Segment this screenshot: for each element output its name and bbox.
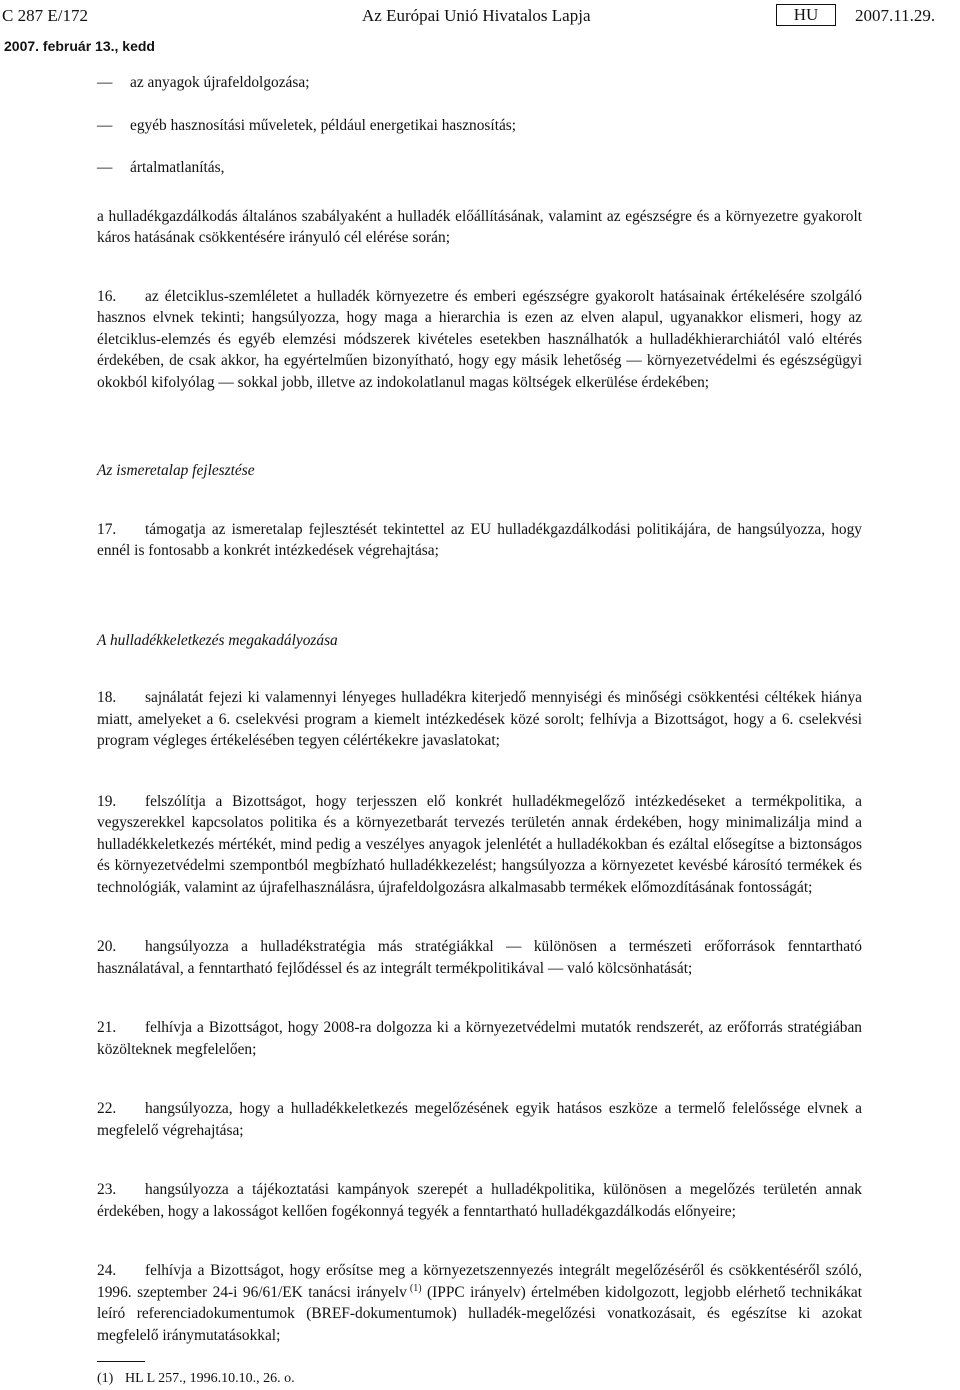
footnote bbox=[97, 1370, 295, 1388]
footnote-mark: (1) bbox=[97, 1371, 114, 1386]
list-item bbox=[97, 115, 862, 137]
language-badge: HU bbox=[776, 4, 836, 26]
paragraph-text: felszólítja a Bizottságot, hogy terjesszen elő konkrét hulladékmegelőző intézkedéseket a termékpolitika, a vegyszerekkel kapcsolatos politika és a környezetbarát tervezés területén annak érdekében, hogy minimalizálja mind a hulladékkeletkezés mértékét, mind pedig a veszélyes anyagok jelenlétét a hulladékokban és ezáltal elősegítse a biztonságos és környezetvédelmi szempontból megbízható hulladékkezelést; hangsúlyozza a környezetet kevésbé károsító termékek és technológiák, valamint az újrafelhasználásra, újrafeldolgozásra alkalmasabb termékek előmozdításának fontosságát; bbox=[97, 792, 862, 896]
session-date: 2007. február 13., kedd bbox=[4, 38, 155, 54]
paragraph-text: az életciklus-szemléletet a hulladék környezetre és emberi egészségre gyakorolt hatásainak értékelésére szolgáló hasznos elvnek tekinti; hangsúlyozza, hogy maga a hierarchia is ezen az elven alapul, ugyanakkor elismeri, hogy az életciklus-elemzés és egyéb elemzési módszerek kivételes esetekben használhatók a hulladékhierarchiától való eltérés érdekében, de csak akkor, ha egyértelműen bizonyítható, hogy egy másik lehetőség — környezetvédelmi és egészségügyi okokból kifolyólag — sokkal jobb, illetve az indokolatlanul magas költségek elkerülése érdekében; bbox=[97, 287, 862, 391]
paragraph-text: felhívja a Bizottságot, hogy 2008-ra dolgozza ki a környezetvédelmi mutatók rendszerét, az erőforrás stratégiában közölteknek megfelelően; bbox=[97, 1019, 862, 1058]
section-heading: A hulladékkeletkezés megakadályozása bbox=[97, 631, 338, 649]
paragraph-number: 17. bbox=[97, 520, 117, 538]
paragraph-text: felhívja a Bizottságot, hogy erősítse meg a környezetszennyezés integrált megelőzéséről és csökkentéséről szóló, 1996. szeptember 24-i 96/61/EK tanácsi irányelv bbox=[97, 1262, 862, 1301]
paragraph-16 bbox=[97, 286, 862, 394]
paragraph-number: 18. bbox=[97, 689, 117, 706]
document-body bbox=[97, 72, 862, 1346]
list-item-text: egyéb hasznosítási műveletek, például energetikai hasznosítás; bbox=[130, 116, 517, 134]
intro-paragraph: a hulladékgazdálkodás általános szabályaként a hulladék előállításának, valamint az egészségre és a környezetre gyakorolt káros hatásának csökkentésére irányuló cél elérése során; bbox=[97, 207, 862, 246]
paragraph-number: 23. bbox=[97, 1181, 117, 1198]
paragraph-number: 19. bbox=[97, 792, 117, 810]
paragraph-20 bbox=[97, 936, 862, 979]
paragraph-18 bbox=[97, 687, 862, 752]
paragraph-number: 16. bbox=[97, 287, 117, 305]
list-item bbox=[97, 157, 862, 179]
paragraph-text: támogatja az ismeretalap fejlesztését tekintettel az EU hulladékgazdálkodási politikájára, de hangsúlyozza, hogy ennél is fontosabb a konkrét intézkedések végrehajtása; bbox=[97, 520, 862, 559]
paragraph-text: hangsúlyozza a tájékoztatási kampányok szerepét a hulladékpolitika, különösen a megelőzés területén annak érdekében, hogy a lakosságot kellően fogékonnyá tegyék a fenntartható hulladékgazdálkodás előnyeire; bbox=[97, 1181, 862, 1220]
footnote-reference[interactable]: (1) bbox=[409, 1282, 422, 1294]
paragraph-number: 20. bbox=[97, 938, 117, 955]
page-reference: C 287 E/172 bbox=[2, 6, 88, 25]
list-item-text: ártalmatlanítás, bbox=[130, 159, 225, 176]
dash-marker: — bbox=[97, 74, 113, 91]
paragraph-number: 24. bbox=[97, 1262, 117, 1279]
footnote-text: HL L 257., 1996.10.10., 26. o. bbox=[125, 1371, 295, 1386]
paragraph-text: hangsúlyozza a hulladékstratégia más stratégiákkal — különösen a természeti erőforrások fenntartható használatával, a fenntartható fejlődéssel és az integrált termékpolitikával — való kölcsönhatását; bbox=[97, 938, 862, 977]
footnote-divider bbox=[97, 1361, 145, 1362]
paragraph-22 bbox=[97, 1098, 862, 1141]
paragraph-21 bbox=[97, 1017, 862, 1060]
paragraph-number: 21. bbox=[97, 1019, 117, 1036]
paragraph-text: hangsúlyozza, hogy a hulladékkeletkezés megelőzésének egyik hatásos eszköze a termelő felelőssége elvnek a megfelelő végrehajtása; bbox=[97, 1100, 862, 1139]
paragraph-text: sajnálatát fejezi ki valamennyi lényeges hulladékra kiterjedő mennyiségi és minőségi csökkentési céltékek hiánya miatt, amelyeket a 6. cselekvési program a kiemelt intézkedések közé sorolt; felhívja a Bizottságot, hogy a 6. cselekvési program végleges értékelésében tegyen célértékekre javaslatokat; bbox=[97, 689, 862, 749]
page-header bbox=[0, 4, 960, 30]
dash-marker: — bbox=[97, 159, 113, 176]
section-heading: Az ismeretalap fejlesztése bbox=[97, 462, 255, 479]
journal-title: Az Európai Unió Hivatalos Lapja bbox=[362, 6, 591, 25]
paragraph-23 bbox=[97, 1179, 862, 1222]
dash-marker: — bbox=[97, 116, 113, 134]
paragraph-19 bbox=[97, 791, 862, 899]
paragraph-17 bbox=[97, 519, 862, 562]
list-item-text: az anyagok újrafeldolgozása; bbox=[130, 74, 310, 91]
publication-date: 2007.11.29. bbox=[855, 6, 936, 25]
list-item bbox=[97, 72, 862, 94]
paragraph-text-continued: (IPPC irányelv) értelmében kidolgozott, legjobb elérhető technikákat leíró referenciadokumentumok (BREF-dokumentumok) hulladék-megelőzési vonatkozásait, és egészítse ki azokat megfelelő iránymutatásokkal; bbox=[97, 1283, 862, 1344]
paragraph-number: 22. bbox=[97, 1100, 117, 1117]
paragraph-24 bbox=[97, 1260, 862, 1346]
